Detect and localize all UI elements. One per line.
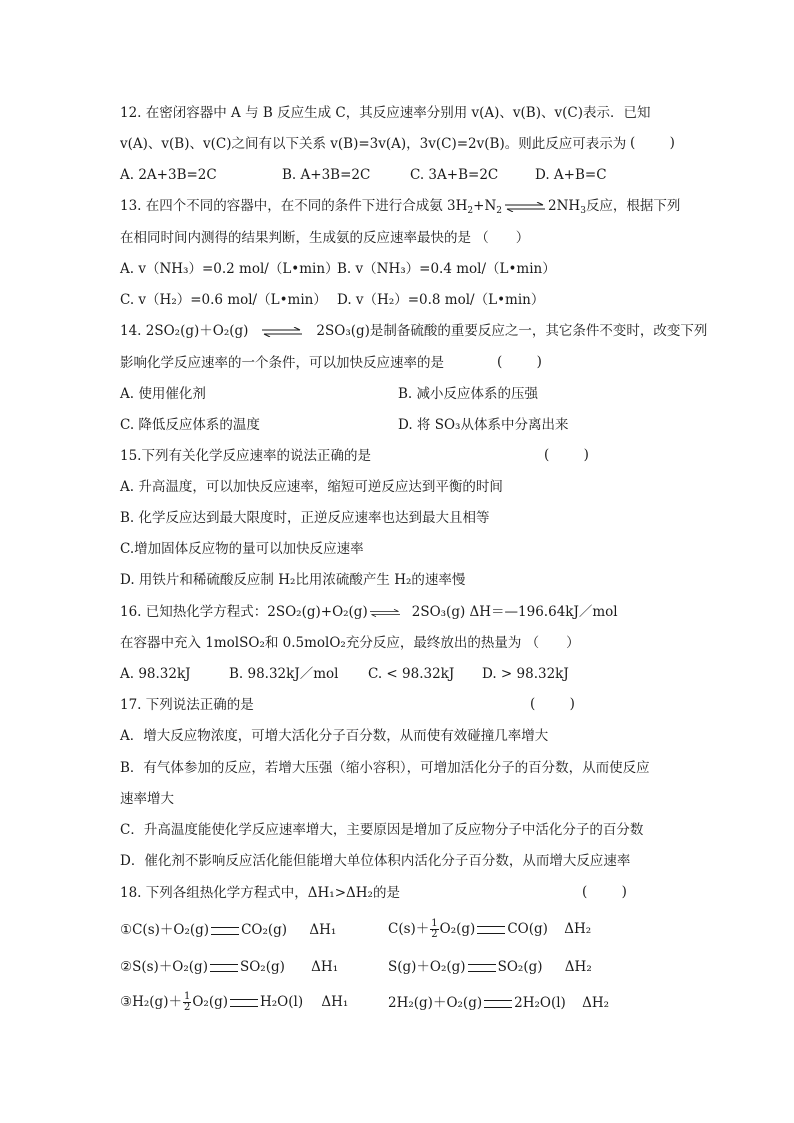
q18-r3l-reactant: ③H₂(g)＋ (120, 994, 182, 1010)
q16-stem-line2: 在容器中充入 1molSO₂和 0.5molO₂充分反应，最终放出的热量为 （ ） (120, 635, 580, 651)
q16-option-d: D. > 98.32kJ (482, 666, 569, 682)
q13-stem-line2: 在相同时间内测得的结果判断，生成氨的反应速率最快的是 （ ） (120, 230, 530, 246)
q15-stem: 15.下列有关化学反应速率的说法正确的是 (120, 448, 371, 464)
q18-r2l-product: SO₂(g) (239, 959, 285, 975)
q17-option-a: A．增大反应物浓度，可增大活化分子百分数，从而使有效碰撞几率增大 (120, 728, 549, 744)
q13-option-c: C. v（H₂）=0.6 mol/（L•min） (120, 292, 327, 308)
equals-sign-icon (211, 927, 239, 935)
q13-sub-nh3: 3 (580, 206, 586, 216)
equilibrium-arrow-icon (505, 202, 545, 212)
q17-option-b-line1: B．有气体参加的反应，若增大压强（缩小容积），可增加活化分子的百分数，从而使反应 (120, 760, 650, 776)
q13-option-b: B. v（NH₃）=0.4 mol/（L•min） (337, 261, 556, 277)
q13-stem-line1 (120, 197, 680, 215)
q18-r3r-product: 2H₂O(l) (514, 995, 566, 1011)
q18-r2r-dh: ΔH₂ (564, 959, 592, 975)
q14-option-b: B. 减小反应体系的压强 (398, 386, 539, 402)
q18-r1r-reactant: C(s)＋ (388, 921, 430, 937)
q18-r1r-o2: O₂(g) (439, 921, 476, 937)
q18-r3l-o2: O₂(g) (192, 994, 228, 1010)
q14-text-a: 14. 2SO₂(g)＋O₂(g) (120, 323, 249, 339)
q18-row3-left-equation (120, 988, 348, 1016)
q17-option-c: C．升高温度能使化学反应速率增大，主要原因是增加了反应物分子中活化分子的百分数 (120, 822, 644, 838)
q18-answer-paren: ( ) (582, 884, 627, 900)
q18-stem: 18. 下列各组热化学方程式中，ΔH₁>ΔH₂的是 (120, 885, 400, 901)
q18-r3l-dh: ΔH₁ (321, 994, 349, 1010)
q13-text-d: 反应，根据下列 (585, 198, 681, 214)
frac-den: 2 (183, 1002, 191, 1013)
q18-row2-right-equation (388, 958, 592, 976)
equals-sign-icon (210, 964, 238, 972)
q12-option-a: A. 2A+3B=2C (120, 167, 217, 183)
q13-option-d: D. v（H₂）=0.8 mol/（L•min） (337, 292, 545, 308)
q18-row2-left-equation (120, 958, 338, 976)
q18-r1l-reactants: ①C(s)＋O₂(g) (120, 922, 210, 938)
q16-stem-line1 (120, 603, 618, 621)
q18-r3r-dh: ΔH₂ (582, 995, 610, 1011)
frac-num: 1 (183, 991, 191, 1002)
q17-stem: 17. 下列说法正确的是 (120, 697, 254, 713)
q13-text-b: +N (473, 198, 497, 214)
q18-r1l-dh: ΔH₁ (309, 922, 337, 938)
q12-stem-line1: 12. 在密闭容器中 A 与 B 反应生成 C，其反应速率分别用 v(A)、v(B)、v(C)表示．已知 (120, 105, 651, 121)
q14-answer-paren: ( ) (497, 354, 542, 370)
q18-r2r-product: SO₂(g) (497, 959, 543, 975)
q14-stem-line1 (120, 322, 707, 340)
q15-option-d: D. 用铁片和稀硫酸反应制 H₂比用浓硫酸产生 H₂的速率慢 (120, 572, 466, 588)
q13-sub-h2: 2 (467, 206, 474, 216)
q18-r1r-product: CO(g) (507, 921, 548, 937)
q13-option-a: A. v（NH₃）=0.2 mol/（L•min） (120, 261, 339, 277)
q18-r3l-product: H₂O(l) (260, 994, 304, 1010)
q18-r1l-product: CO₂(g) (241, 922, 288, 938)
q13-sub-n2: 2 (496, 206, 503, 216)
q12-answer-paren: ( ) (630, 135, 675, 151)
q14-option-a: A. 使用催化剂 (120, 386, 206, 402)
fraction-half (183, 992, 191, 1013)
q15-answer-paren: ( ) (544, 447, 589, 463)
q13-text-a: 13. 在四个不同的容器中，在不同的条件下进行合成氨 3H (120, 198, 468, 214)
q14-option-c: C. 降低反应体系的温度 (120, 417, 260, 433)
q17-option-d: D．催化剂不影响反应活化能但能增大单位体积内活化分子百分数，从而增大反应速率 (120, 853, 631, 869)
equals-sign-icon (484, 1000, 512, 1008)
q18-row1-left-equation (120, 921, 336, 939)
q16-option-c: C. < 98.32kJ (368, 666, 455, 682)
equilibrium-arrow-icon (262, 327, 302, 337)
frac-num: 1 (431, 918, 438, 929)
q12-option-b: B. A+3B=2C (282, 167, 371, 183)
q18-r2l-reactants: ②S(s)＋O₂(g) (120, 959, 208, 975)
equals-sign-icon (477, 926, 505, 934)
q17-option-b-line2: 速率增大 (120, 791, 174, 807)
q18-r1r-dh: ΔH₂ (564, 921, 592, 937)
q18-row3-right-equation (388, 994, 609, 1012)
equals-sign-icon (230, 999, 258, 1007)
equals-sign-icon (468, 964, 496, 972)
q15-option-b: B. 化学反应达到最大限度时，正逆反应速率也达到最大且相等 (120, 510, 490, 526)
q15-option-c: C.增加固体反应物的量可以加快反应速率 (120, 541, 364, 557)
q12-option-d: D. A+B=C (535, 167, 607, 183)
q16-text-b: 2SO₃(g) ΔH＝—196.64kJ／mol (411, 604, 618, 620)
q18-r2r-reactants: S(g)＋O₂(g) (388, 959, 466, 975)
q17-answer-paren: ( ) (530, 696, 575, 712)
fraction-half (430, 919, 438, 940)
q18-r2l-dh: ΔH₁ (311, 959, 339, 975)
frac-den: 2 (431, 929, 438, 940)
q16-option-b: B. 98.32kJ／mol (229, 666, 339, 682)
q15-option-a: A. 升高温度，可以加快反应速率，缩短可逆反应达到平衡的时间 (120, 479, 503, 495)
q13-text-c: 2NH (548, 198, 581, 214)
q12-option-c: C. 3A+B=2C (410, 167, 499, 183)
q16-option-a: A. 98.32kJ (120, 666, 191, 682)
q14-option-d: D. 将 SO₃从体系中分离出来 (398, 417, 569, 433)
q14-text-b: 2SO₃(g)是制备硫酸的重要反应之一，其它条件不变时，改变下列 (316, 323, 708, 339)
q16-text-a: 16. 已知热化学方程式：2SO₂(g)+O₂(g) (120, 604, 368, 620)
equilibrium-arrow-icon (370, 608, 400, 618)
q18-r3r-reactants: 2H₂(g)＋O₂(g) (388, 995, 483, 1011)
q12-stem-line2: v(A)、v(B)、v(C)之间有以下关系 v(B)=3v(A)，3v(C)=2v(B)。则此反应可表示为 (120, 136, 627, 152)
q18-row1-right-equation (388, 915, 591, 943)
q14-stem-line2: 影响化学反应速率的一个条件，可以加快反应速率的是 (120, 355, 444, 371)
